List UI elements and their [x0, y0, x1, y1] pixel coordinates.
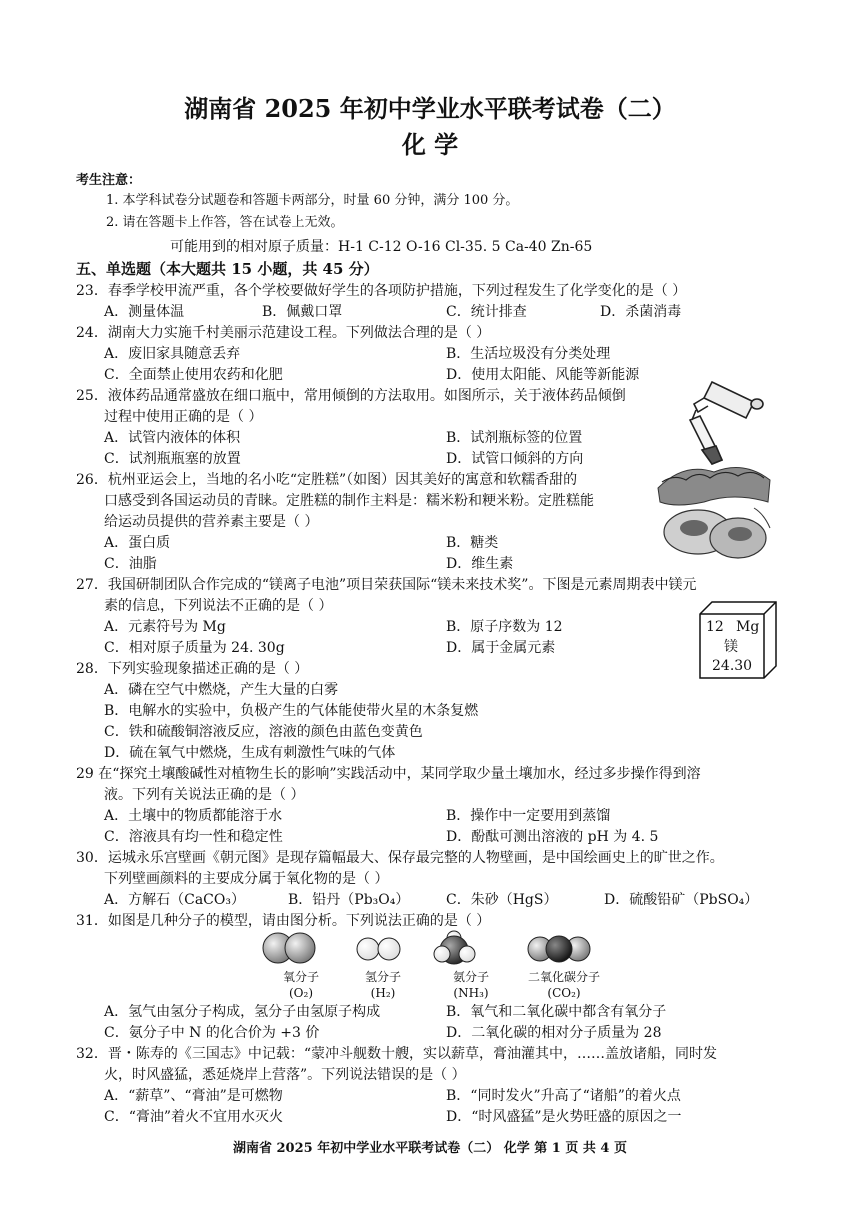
option-a: A．试管内液体的体积 [104, 430, 241, 446]
option-b: B．原子序数为 12 [446, 619, 563, 635]
question-stem: 口感受到各国运动员的青睐。定胜糕的制作主料是：糯米粉和粳米粉。定胜糕能 [104, 493, 594, 509]
option-b: B．生活垃圾没有分类处理 [446, 346, 611, 362]
molecule-formula: (O₂) [288, 986, 313, 1000]
question-stem: 24．湖南大力实施千村美丽示范建设工程。下列做法合理的是（ ） [76, 325, 491, 341]
molecule-name: 氨分子 [452, 970, 489, 984]
question-stem: 23．春季学校甲流严重，各个学校要做好学生的各项防护措施，下列过程发生了化学变化的是（ ） [76, 283, 687, 299]
question-stem: 32．晋・陈寿的《三国志》中记载：“蒙冲斗舰数十艘，实以薪草，膏油灌其中，……盖放诸船，同时发 [76, 1046, 717, 1062]
option-b: B．氧气和二氧化碳中都含有氧分子 [446, 1004, 667, 1020]
option-b: B．试剂瓶标签的位置 [446, 430, 583, 446]
option-a: A．测量体温 [104, 304, 185, 320]
subject-title: 化 学 [401, 130, 459, 159]
question-stem: 30．运城永乐宫壁画《朝元图》是现存篇幅最大、保存最完整的人物壁画，是中国绘画史上的旷世之作。 [76, 850, 724, 866]
option-c: C．全面禁止使用农药和化肥 [104, 367, 283, 383]
notice-item: 1. 本学科试卷分试题卷和答题卡两部分，时量 60 分钟，满分 100 分。 [106, 193, 519, 208]
exam-title: 湖南省 2025 年初中学业水平联考试卷（二） [184, 94, 676, 123]
option-b: B．糖类 [446, 535, 499, 551]
option-a: A．元素符号为 Mg [104, 619, 226, 635]
ammonia-molecule-icon [434, 931, 475, 964]
section-heading: 五、单选题（本大题共 15 小题，共 45 分） [76, 260, 379, 278]
option-d: D．硫酸铅矿（PbSO₄） [604, 892, 759, 908]
question-stem: 27．我国研制团队合作完成的“镁离子电池”项目荣获国际“镁未来技术奖”。下图是元素周期表中镁元 [76, 577, 697, 593]
question-stem: 25．液体药品通常盛放在细口瓶中，常用倾倒的方法取用。如图所示，关于液体药品倾倒 [76, 388, 626, 404]
question-stem: 火，时风盛猛，悉延烧岸上营落”。下列说法错误的是（ ） [104, 1067, 466, 1083]
atomic-number: 12 [706, 619, 724, 635]
option-b: B．操作中一定要用到蒸馏 [446, 808, 611, 824]
pouring-liquid-figure [672, 372, 772, 472]
question-stem: 过程中使用正确的是（ ） [104, 409, 263, 425]
atomic-masses: 可能用到的相对原子质量：H-1 C-12 O-16 Cl-35. 5 Ca-40 Zn-65 [170, 239, 593, 255]
option-d: D．维生素 [446, 556, 514, 572]
option-d: D．属于金属元素 [446, 640, 556, 656]
question-stem: 31．如图是几种分子的模型，请由图分析。下列说法正确的是（ ） [76, 913, 491, 929]
question-stem: 液。下列有关说法正确的是（ ） [104, 787, 305, 803]
option-b: B．铅丹（Pb₃O₄） [288, 892, 410, 908]
option-d: D．杀菌消毒 [600, 304, 682, 320]
molecule-name: 二氧化碳分子 [527, 970, 600, 984]
question-stem: 29 在“探究土壤酸碱性对植物生长的影响”实践活动中，某同学取少量土壤加水，经过多步操作得到溶 [76, 766, 701, 782]
option-d: D．酚酞可测出溶液的 pH 为 4. 5 [446, 829, 659, 845]
element-name: 镁 [724, 639, 738, 655]
option-d: D．硫在氧气中燃烧，生成有刺激性气味的气体 [104, 745, 396, 761]
option-c: C．铁和硫酸铜溶液反应，溶液的颜色由蓝色变黄色 [104, 724, 423, 740]
question-stem: 素的信息，下列说法不正确的是（ ） [104, 598, 333, 614]
periodic-table-cell [698, 600, 778, 680]
molecule-models-figure [258, 928, 608, 968]
atomic-mass: 24.30 [712, 658, 753, 674]
option-c: C．油脂 [104, 556, 157, 572]
option-c: C．试剂瓶瓶塞的放置 [104, 451, 241, 467]
option-d: D．二氧化碳的相对分子质量为 28 [446, 1025, 662, 1041]
notice-label: 考生注意： [76, 173, 142, 188]
question-stem: 给运动员提供的营养素主要是（ ） [104, 514, 319, 530]
molecule-formula: (NH₃) [453, 986, 489, 1000]
question-stem: 下列壁画颜料的主要成分属于氧化物的是（ ） [104, 871, 389, 887]
option-a: A．方解石（CaCO₃） [104, 892, 245, 908]
option-c: C．相对原子质量为 24. 30g [104, 640, 285, 656]
dingsheng-cake-figure [654, 458, 774, 566]
option-a: A．氢气由氢分子构成，氢分子由氢原子构成 [104, 1004, 381, 1020]
question-stem: 28．下列实验现象描述正确的是（ ） [76, 661, 309, 677]
option-b: B．电解水的实验中，负极产生的气体能使带火星的木条复燃 [104, 703, 479, 719]
carbon-dioxide-molecule-icon [528, 936, 590, 962]
option-d: D．使用太阳能、风能等新能源 [446, 367, 640, 383]
option-c: C．朱砂（HgS） [446, 892, 558, 908]
molecule-formula: (CO₂) [547, 986, 581, 1000]
molecule-name: 氧分子 [282, 970, 319, 984]
option-c: C．溶液具有均一性和稳定性 [104, 829, 283, 845]
option-a: A．磷在空气中燃烧，产生大量的白雾 [104, 682, 339, 698]
option-c: C．统计排查 [446, 304, 527, 320]
molecule-name: 氢分子 [364, 970, 401, 984]
element-symbol: Mg [736, 619, 760, 635]
option-a: A．废旧家具随意丢弃 [104, 346, 241, 362]
option-c: C．“膏油”着火不宜用水灭火 [104, 1109, 284, 1125]
molecule-formula: (H₂) [370, 986, 396, 1000]
question-stem: 26．杭州亚运会上，当地的名小吃“定胜糕”（如图）因其美好的寓意和软糯香甜的 [76, 472, 578, 488]
option-d: D．试管口倾斜的方向 [446, 451, 584, 467]
hydrogen-molecule-icon [357, 938, 400, 960]
option-d: D．“时风盛猛”是火势旺盛的原因之一 [446, 1109, 682, 1125]
option-b: B．“同时发火”升高了“诸船”的着火点 [446, 1088, 681, 1104]
option-a: A．蛋白质 [104, 535, 171, 551]
option-a: A．土壤中的物质都能溶于水 [104, 808, 283, 824]
notice-item: 2. 请在答题卡上作答，答在试卷上无效。 [106, 215, 344, 230]
option-c: C．氨分子中 N 的化合价为 +3 价 [104, 1025, 320, 1041]
option-a: A．“薪草”、“膏油”是可燃物 [104, 1088, 283, 1104]
oxygen-molecule-icon [263, 933, 315, 963]
page-footer: 湖南省 2025 年初中学业水平联考试卷（二） 化学 第 1 页 共 4 页 [232, 1141, 627, 1156]
option-b: B．佩戴口罩 [262, 304, 343, 320]
